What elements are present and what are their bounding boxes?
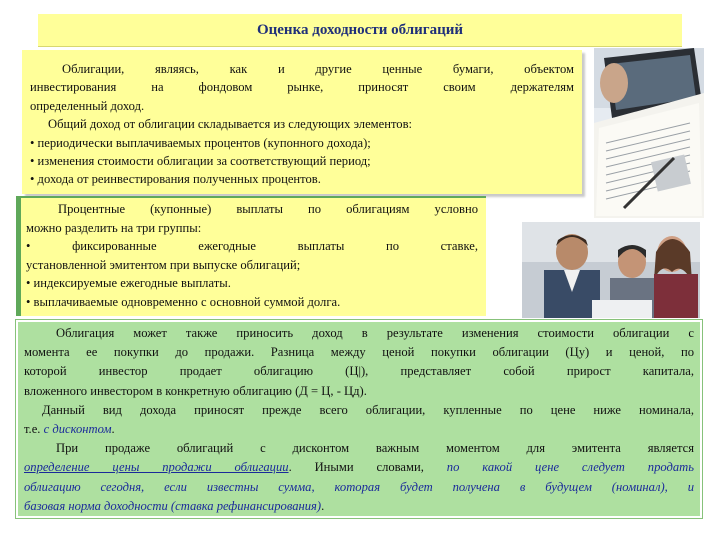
coupon-box <box>16 196 486 316</box>
refinancing-rate-text: базовая норма доходности (ставка рефинансирования) <box>24 498 322 513</box>
gain-line-6-prefix: т.е. <box>24 422 44 437</box>
gain-line-10-end: . <box>321 498 325 513</box>
total-income-heading: Общий доход от облигации складывается из следующих элементов: <box>48 117 413 132</box>
sale-price-question: по какой цене следует продать <box>446 460 694 475</box>
capital-gain-box <box>16 320 702 518</box>
newspaper-laptop-photo <box>594 48 704 218</box>
title-bar <box>38 14 682 47</box>
gain-line-8 <box>24 458 694 477</box>
intro-line-2: инвестирования на фондовом рынке, приносят своим держателям <box>30 80 574 95</box>
gain-line-5: Данный вид дохода приносят прежде всего облигации, купленные по цене ниже номинала, <box>42 402 694 417</box>
intro-box <box>22 50 582 194</box>
discount-term: с дисконтом <box>43 422 112 437</box>
coupon-line-2: можно разделить на три группы: <box>26 220 202 235</box>
gain-line-9: облигацию сегодня, если известны сумма, которая будет получена в будущем (номинал), и <box>24 479 694 494</box>
income-bullet-3: • дохода от реинвестирования полученных процентов. <box>30 172 321 187</box>
coupon-bullet-2: • индексируемые ежегодные выплаты. <box>26 276 231 291</box>
gain-line-2: момента ее покупки до продажи. Разница между ценой покупки облигации (Цу) и ценой, по <box>24 345 694 360</box>
income-bullet-2: • изменения стоимости облигации за соответствующий период; <box>30 154 371 169</box>
coupon-bullet-1-line-2: установленной эмитентом при выпуске облигаций; <box>26 257 301 272</box>
business-meeting-photo <box>522 222 700 318</box>
gain-line-3: которой инвестор продает облигацию (Ц|), представляет собой прирост капитала, <box>24 364 694 379</box>
page-title: Оценка доходности облигаций <box>256 21 464 38</box>
coupon-bullet-1-line-1: • фиксированные ежегодные выплаты по ставке, <box>26 239 478 254</box>
gain-line-6-suffix: . <box>111 422 115 437</box>
income-bullet-1: • периодически выплачиваемых процентов (купонного дохода); <box>30 135 371 150</box>
gain-line-6 <box>24 420 694 439</box>
gain-line-7: При продаже облигаций с дисконтом важным моментом для эмитента является <box>56 441 694 456</box>
coupon-line-1: Процентные (купонные) выплаты по облигациям условно <box>58 202 478 216</box>
coupon-bullet-3: • выплачиваемые одновременно с основной суммой долга. <box>26 294 341 309</box>
gain-line-8-middle: . Иными словами, <box>288 460 447 475</box>
gain-line-4: вложенного инвестором в конкретную облигацию (Д = Ц, - Цд). <box>24 383 367 398</box>
gain-line-10 <box>24 497 694 516</box>
intro-line-1: Облигации, являясь, как и другие ценные бумаги, объектом <box>62 62 574 76</box>
gain-line-1: Облигация может также приносить доход в результате изменения стоимости облигации с <box>56 326 694 340</box>
sale-price-definition: определение цены продажи облигации <box>24 460 289 475</box>
intro-line-3: определенный доход. <box>30 98 145 113</box>
